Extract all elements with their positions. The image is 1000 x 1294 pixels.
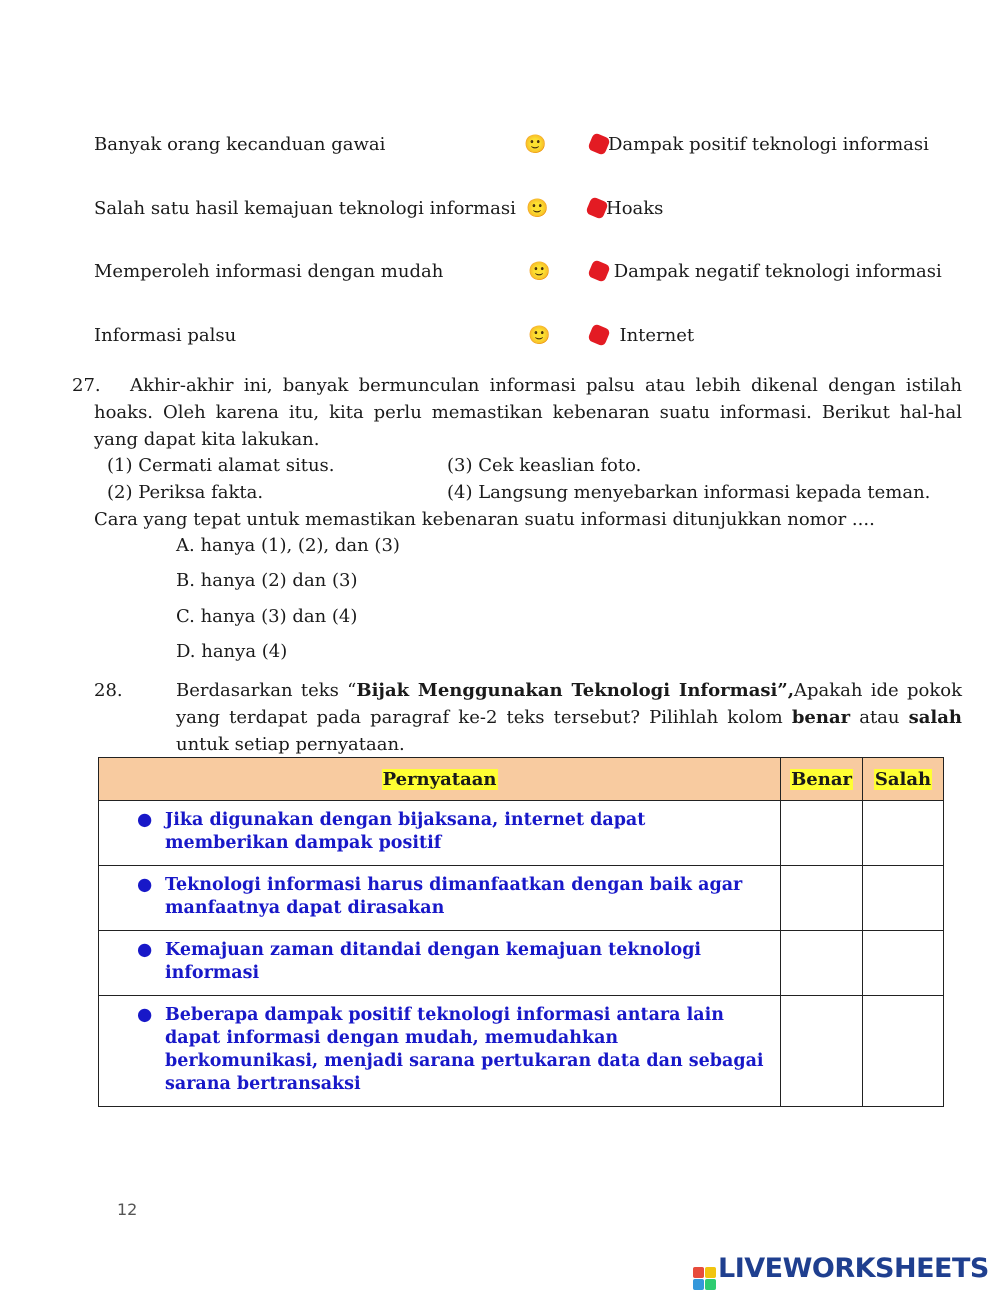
- q27-option-c[interactable]: C. hanya (3) dan (4): [176, 606, 358, 627]
- match-right-item: Internet: [590, 325, 694, 346]
- q27-item-4: (4) Langsung menyebarkan informasi kepada teman.: [447, 482, 931, 503]
- q27-option-d[interactable]: D. hanya (4): [176, 641, 288, 662]
- table-row: [99, 996, 944, 1107]
- salah-cell[interactable]: [863, 801, 944, 866]
- benar-cell[interactable]: [781, 801, 863, 866]
- table-row: [99, 801, 944, 866]
- benar-cell[interactable]: [781, 866, 863, 931]
- bullet-icon: ●: [137, 875, 153, 895]
- statement-cell: ● Jika digunakan dengan bijaksana, internet dapat memberikan dampak positif: [99, 801, 781, 866]
- bullet-icon: ●: [137, 1005, 153, 1025]
- match-right-item: Dampak negatif teknologi informasi: [590, 261, 942, 282]
- page-number: 12: [117, 1200, 138, 1219]
- header-benar: Benar: [781, 758, 863, 801]
- liveworksheets-logo[interactable]: LIVEWORKSHEETS: [693, 1253, 989, 1290]
- smiley-icon[interactable]: 🙂: [528, 325, 551, 346]
- table-row: [99, 866, 944, 931]
- bullet-icon: ●: [137, 810, 153, 830]
- statement-cell: ● Beberapa dampak positif teknologi informasi antara lain dapat informasi dengan mudah, memudahkan berkomunikasi, menjadi sarana pertukaran data dan sebagai sarana bertransaksi: [99, 996, 781, 1107]
- smiley-icon[interactable]: 🙂: [524, 134, 547, 155]
- match-left-item: Informasi palsu: [94, 325, 237, 346]
- match-left-item: Memperoleh informasi dengan mudah: [94, 261, 444, 282]
- smiley-icon[interactable]: 🙂: [528, 261, 551, 282]
- match-right-item: Dampak positif teknologi informasi: [590, 134, 929, 155]
- q27-item-1: (1) Cermati alamat situs.: [107, 455, 335, 476]
- table-row: [99, 931, 944, 996]
- salah-cell[interactable]: [863, 931, 944, 996]
- question-28-number: 28.: [94, 680, 123, 701]
- question-28-text: Berdasarkan teks “Bijak Menggunakan Teknologi Informasi”,Apakah ide pokok yang terdapat pada paragraf ke-2 teks tersebut? Pilihlah kolom benar atau salah untuk setiap pernyataan.: [176, 680, 963, 755]
- table-header-row: [99, 758, 944, 801]
- header-pernyataan: Pernyataan: [99, 758, 781, 801]
- match-left-item: Salah satu hasil kemajuan teknologi informasi: [94, 198, 516, 219]
- question-27-number: 27.: [72, 375, 101, 396]
- header-salah: Salah: [863, 758, 944, 801]
- q27-item-2: (2) Periksa fakta.: [107, 482, 264, 503]
- salah-cell[interactable]: [863, 866, 944, 931]
- q27-question: Cara yang tepat untuk memastikan kebenaran suatu informasi ditunjukkan nomor ....: [94, 509, 875, 530]
- smiley-icon[interactable]: 🙂: [526, 198, 549, 219]
- match-right-item: Hoaks: [588, 198, 663, 219]
- stop-sign-icon[interactable]: [587, 259, 611, 283]
- q27-item-3: (3) Cek keaslian foto.: [447, 455, 642, 476]
- statement-table: [98, 757, 944, 1107]
- benar-cell[interactable]: [781, 996, 863, 1107]
- match-left-item: Banyak orang kecanduan gawai: [94, 134, 386, 155]
- q27-option-b[interactable]: B. hanya (2) dan (3): [176, 570, 358, 591]
- bullet-icon: ●: [137, 940, 153, 960]
- statement-cell: ● Teknologi informasi harus dimanfaatkan dengan baik agar manfaatnya dapat dirasakan: [99, 866, 781, 931]
- stop-sign-icon[interactable]: [587, 323, 611, 347]
- logo-mark-icon: [693, 1267, 716, 1290]
- statement-cell: ● Kemajuan zaman ditandai dengan kemajuan teknologi informasi: [99, 931, 781, 996]
- q27-option-a[interactable]: A. hanya (1), (2), dan (3): [176, 535, 400, 556]
- benar-cell[interactable]: [781, 931, 863, 996]
- salah-cell[interactable]: [863, 996, 944, 1107]
- question-27-text: Akhir-akhir ini, banyak bermunculan informasi palsu atau lebih dikenal dengan istilah hoaks. Oleh karena itu, kita perlu memastikan kebenaran suatu informasi. Berikut hal-hal yang dapat kita lakukan.: [94, 375, 962, 450]
